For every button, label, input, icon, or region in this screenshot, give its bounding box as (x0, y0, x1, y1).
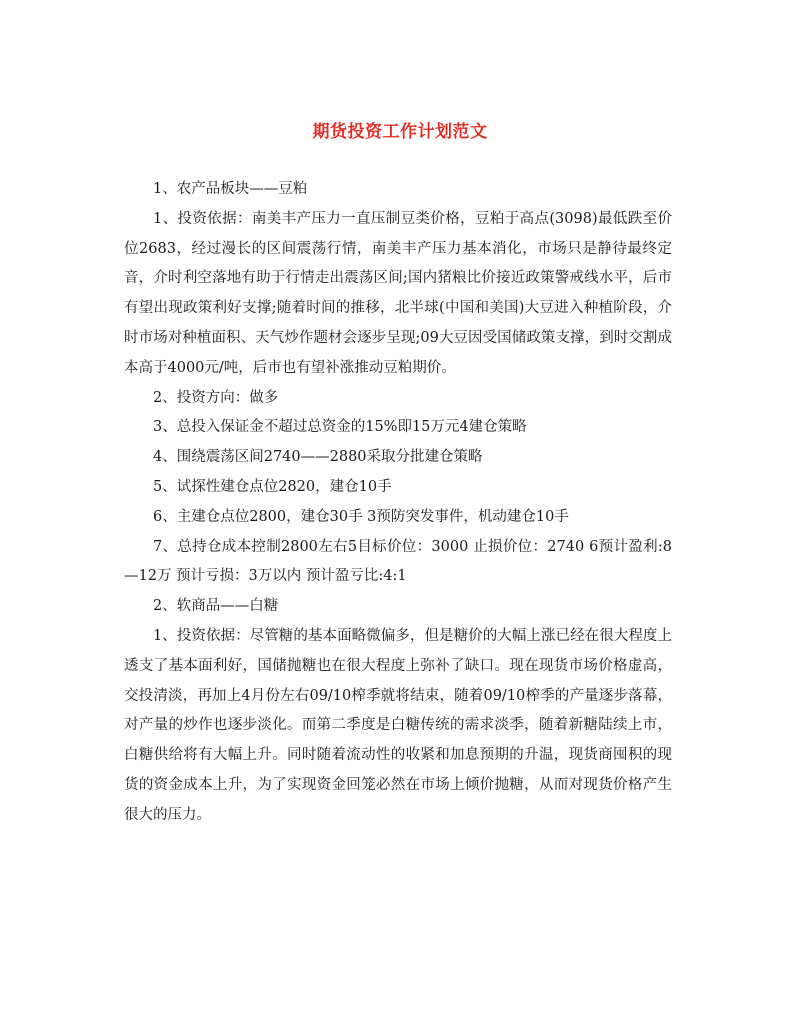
section-heading-agricultural: 1、农产品板块——豆粕 (153, 181, 308, 197)
document-body (124, 175, 672, 831)
paragraph-direction: 2、投资方向：做多 (153, 389, 279, 406)
paragraph-margin: 3、总投入保证金不超过总资金的15%即15万元4建仓策略 (153, 419, 527, 436)
paragraph-sugar-basis: 1、投资依据：尽管糖的基本面略微偏多，但是糖价的大幅上涨已经在很大程度上透支了基本面利好，国储抛糖也在很大程度上弥补了缺口。现在现货市场价格虚高，交投清淡，再加上4月份左右09/10榨季就将结束，随着09/10榨季的产量逐步落幕，对产量的炒作也逐步淡化。而第二季度是白糖传统的需求淡季，随着新糖陆续上市，白糖供给将有大幅上升。同时随着流动性的收紧和加息预期的升温，现货商囤积的现货的资金成本上升，为了实现资金回笼必然在市场上倾价抛糖，从而对现货价格产生很大的压力。 (124, 627, 672, 823)
paragraph-cost-control: 7、总持仓成本控制2800左右5目标价位：3000 止损价位：2740 6预计盈利:8—12万 预计亏损：3万以内 预计盈亏比:4:1 (124, 538, 672, 585)
paragraph-range-strategy: 4、围绕震荡区间2740——2880采取分批建仓策略 (153, 449, 483, 466)
paragraph-trial-position: 5、试探性建仓点位2820，建仓10手 (153, 478, 392, 495)
paragraph-soymeal-basis: 1、投资依据：南美丰产压力一直压制豆类价格，豆粕于高点(3098)最低跌至价位2683，经过漫长的区间震荡行情，南美丰产压力基本消化，市场只是静待最终定音，介时利空落地有助于行情走出震荡区间;国内猪粮比价接近政策警戒线水平，后市有望出现政策利好支撑;随着时间的推移，北半球(中国和美国)大豆进入种植阶段，介时市场对种植面积、天气炒作题材会逐步呈现;09大豆因受国储政策支撑，到时交割成本高于4000元/吨，后市也有望补涨推动豆粕期价。 (124, 210, 672, 376)
section-heading-soft-commodity: 2、软商品——白糖 (153, 598, 279, 615)
document-title: 期货投资工作计划范文 (312, 122, 488, 142)
paragraph-main-position: 6、主建仓点位2800，建仓30手 3预防突发事件，机动建仓10手 (153, 508, 569, 525)
